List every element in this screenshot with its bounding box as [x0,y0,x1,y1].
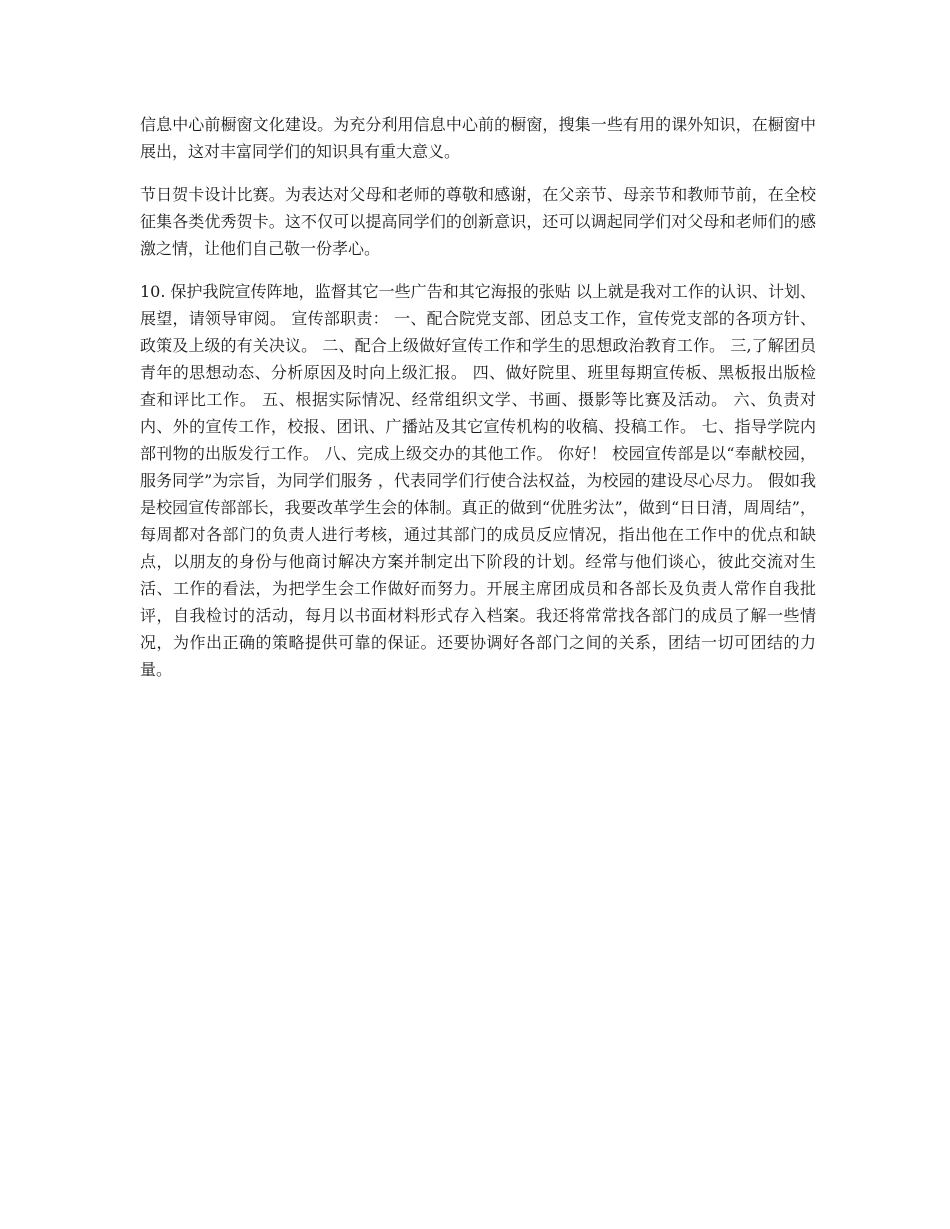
document-body [140,111,816,699]
paragraph-publicity-duties: 10. 保护我院宣传阵地，监督其它一些广告和其它海报的张贴 以上就是我对工作的认识、计划、展望，请领导审阅。 宣传部职责： 一、配合院党支部、团总支工作，宣传党支部的各项方针、政策及上级的有关决议。 二、配合上级做好宣传工作和学生的思想政治教育工作。 三,了解团员青年的思想动态、分析原因及时向上级汇报。 四、做好院里、班里每期宣传板、黑板报出版检查和评比工作。 五、根据实际情况、经常组织文学、书画、摄影等比赛及活动。 六、负责对内、外的宣传工作，校报、团讯、广播站及其它宣传机构的收稿、投稿工作。 七、指导学院内部刊物的出版发行工作。 八、完成上级交办的其他工作。 你好！ 校园宣传部是以“奉献校园，服务同学”为宗旨，为同学们服务 ，代表同学们行使合法权益，为校园的建设尽心尽力。 假如我是校园宣传部部长，我要改革学生会的体制。真正的做到“优胜劣汰”，做到“日日清，周周结”，每周都对各部门的负责人进行考核，通过其部门的成员反应情况，指出他在工作中的优点和缺点，以朋友的身份与他商讨解决方案并制定出下阶段的计划。经常与他们谈心，彼此交流对生活、工作的看法，为把学生会工作做好而努力。开展主席团成员和各部长及负责人常作自我批评，自我检讨的活动，每月以书面材料形式存入档案。我还将常常找各部门的成员了解一些情况，为作出正确的策略提供可靠的保证。还要协调好各部门之间的关系，团结一切可团结的力量。 [140,282,816,679]
paragraph-window-display: 信息中心前橱窗文化建设。为充分利用信息中心前的橱窗，搜集一些有用的课外知识，在橱窗中展出，这对丰富同学们的知识具有重大意义。 [140,115,816,161]
paragraph-greeting-card-contest: 节日贺卡设计比赛。为表达对父母和老师的尊敬和感谢，在父亲节、母亲节和教师节前，在全校征集各类优秀贺卡。这不仅可以提高同学们的创新意识，还可以调起同学们对父母和老师们的感激之情，让他们自己敬一份孝心。 [140,185,816,258]
